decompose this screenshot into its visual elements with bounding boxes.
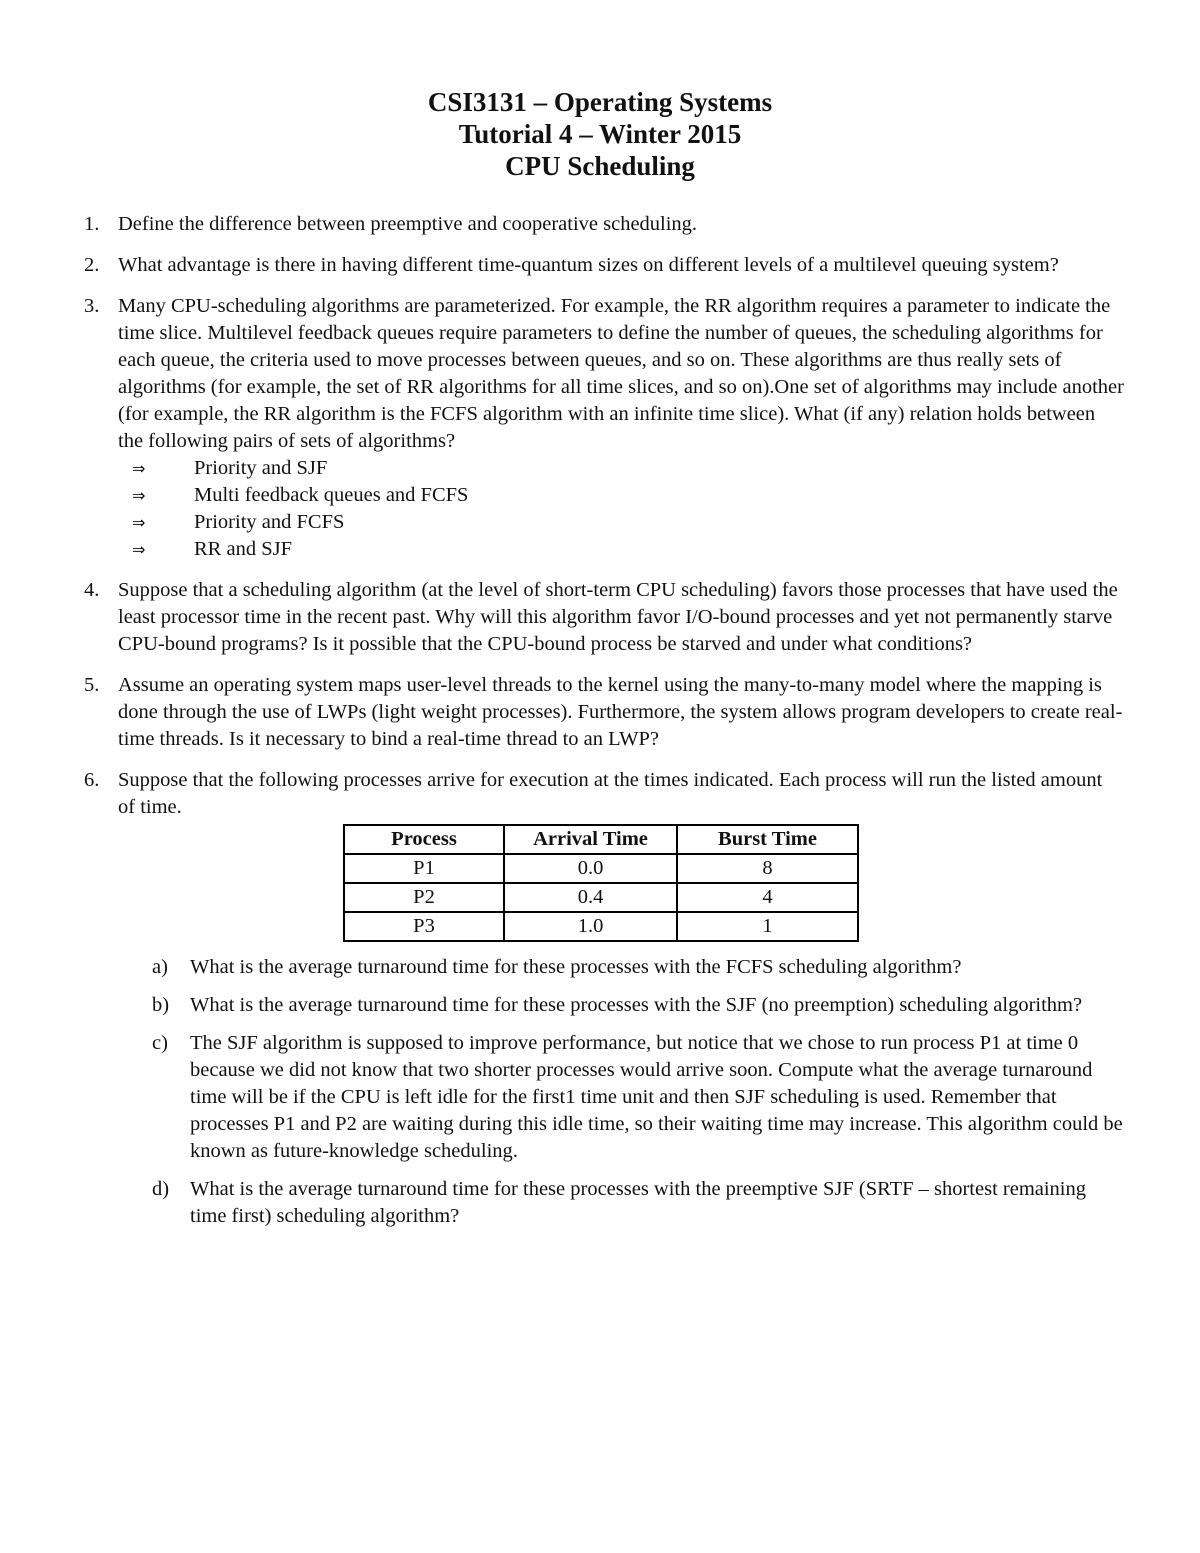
question-number: 1.: [84, 213, 100, 235]
question-list: [84, 211, 1124, 1244]
cell-arrival: 0.4: [504, 883, 677, 912]
question-text: Define the difference between preemptive and cooperative scheduling.: [118, 213, 698, 235]
cell-process: P3: [344, 912, 504, 941]
question-2: [84, 252, 1124, 279]
question-text: Suppose that the following processes arrive for execution at the times indicated. Each process will run the listed amount of time.: [118, 769, 1103, 818]
double-arrow-right-icon: ⇒: [132, 513, 146, 532]
subquestion-letter: b): [152, 994, 170, 1016]
list-item: [118, 536, 1124, 563]
topic-title: CPU Scheduling: [505, 151, 695, 181]
subquestion-letter: c): [152, 1032, 168, 1054]
process-table: [343, 824, 859, 942]
table-row: [344, 854, 858, 883]
question-number: 2.: [84, 254, 100, 276]
cell-process: P2: [344, 883, 504, 912]
subquestion-c: [118, 1030, 1124, 1165]
question-1: [84, 211, 1124, 238]
list-item-text: Multi feedback queues and FCFS: [194, 484, 469, 506]
subquestion-letter: d): [152, 1178, 170, 1200]
table-header-row: [344, 825, 858, 854]
cell-arrival: 0.0: [504, 854, 677, 883]
tutorial-title: Tutorial 4 – Winter 2015: [458, 119, 742, 149]
title-block: [0, 86, 1200, 182]
header-arrival-time: Arrival Time: [504, 825, 677, 854]
question-text: Assume an operating system maps user-level threads to the kernel using the many-to-many model where the mapping is done through the use of LWPs (light weight processes). Furthermore, the system allows program developers to create real-time threads. Is it necessary to bind a real-time thread to an LWP?: [118, 674, 1123, 750]
question-6: [84, 767, 1124, 1230]
subquestion-text: What is the average turnaround time for these processes with the FCFS scheduling algorithm?: [190, 956, 962, 978]
question-text: Suppose that a scheduling algorithm (at the level of short-term CPU scheduling) favors those processes that have used the least processor time in the recent past. Why will this algorithm favor I/O-bound processes and yet not permanently starve CPU-bound programs? Is it possible that the CPU-bound process be starved and under what conditions?: [118, 579, 1118, 655]
subquestion-text: What is the average turnaround time for these processes with the SJF (no preemption) scheduling algorithm?: [190, 994, 1083, 1016]
header-burst-time: Burst Time: [677, 825, 858, 854]
list-item: [118, 482, 1124, 509]
course-title: CSI3131 – Operating Systems: [427, 87, 773, 117]
subquestion-b: [118, 992, 1124, 1019]
subquestion-letter: a): [152, 956, 168, 978]
question-5: [84, 672, 1124, 753]
question-number: 3.: [84, 295, 100, 317]
double-arrow-right-icon: ⇒: [132, 459, 146, 478]
question-3: [84, 293, 1124, 563]
cell-burst: 8: [677, 854, 858, 883]
cell-burst: 1: [677, 912, 858, 941]
question-text: What advantage is there in having different time-quantum sizes on different levels of a multilevel queuing system?: [118, 254, 1059, 276]
double-arrow-right-icon: ⇒: [132, 486, 146, 505]
table-row: [344, 912, 858, 941]
question-number: 4.: [84, 579, 100, 601]
list-item-text: RR and SJF: [194, 538, 292, 560]
list-item: [118, 455, 1124, 482]
cell-burst: 4: [677, 883, 858, 912]
cell-arrival: 1.0: [504, 912, 677, 941]
question-number: 6.: [84, 769, 100, 791]
subquestion-text: The SJF algorithm is supposed to improve performance, but notice that we chose to run process P1 at time 0 because we did not know that two shorter processes would arrive soon. Compute what the average turnaround time will be if the CPU is left idle for the first1 time unit and then SJF scheduling is used. Remember that processes P1 and P2 are waiting during this idle time, so their waiting time may increase. This algorithm could be known as future-knowledge scheduling.: [190, 1032, 1123, 1162]
algorithm-pairs-list: [118, 455, 1124, 563]
subquestion-a: [118, 954, 1124, 981]
list-item-text: Priority and SJF: [194, 457, 328, 479]
table-row: [344, 883, 858, 912]
cell-process: P1: [344, 854, 504, 883]
subquestion-d: [118, 1176, 1124, 1230]
question-4: [84, 577, 1124, 658]
header-process: Process: [344, 825, 504, 854]
subquestion-list: [118, 954, 1124, 1230]
list-item-text: Priority and FCFS: [194, 511, 345, 533]
question-number: 5.: [84, 674, 100, 696]
question-text: Many CPU-scheduling algorithms are parameterized. For example, the RR algorithm requires a parameter to indicate the time slice. Multilevel feedback queues require parameters to define the number of queues, the scheduling algorithms for each queue, the criteria used to move processes between queues, and so on. These algorithms are thus really sets of algorithms (for example, the set of RR algorithms for all time slices, and so on).One set of algorithms may include another (for example, the RR algorithm is the FCFS algorithm with an infinite time slice). What (if any) relation holds between the following pairs of sets of algorithms?: [118, 295, 1124, 452]
list-item: [118, 509, 1124, 536]
subquestion-text: What is the average turnaround time for these processes with the preemptive SJF (SRTF – shortest remaining time first) scheduling algorithm?: [190, 1178, 1087, 1227]
double-arrow-right-icon: ⇒: [132, 540, 146, 559]
